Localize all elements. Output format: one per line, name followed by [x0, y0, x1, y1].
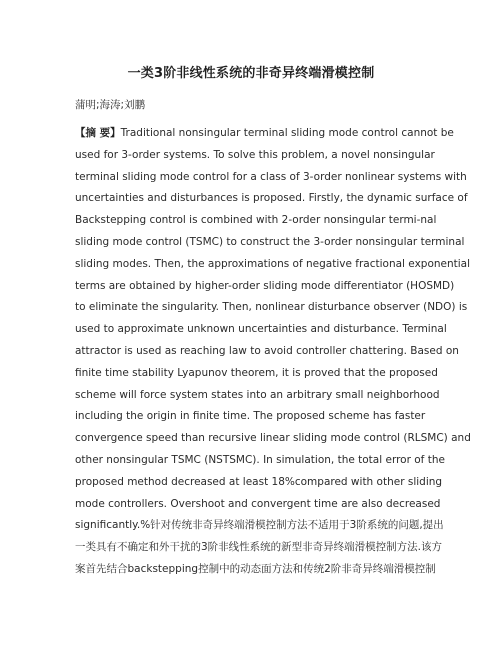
abstract-line: used for 3-order systems. To solve this problem, a novel nonsingular: [75, 148, 435, 161]
abstract-line: 案首先结合backstepping控制中的动态面方法和传统2阶非奇异终端滑模控制: [75, 562, 436, 575]
abstract-line: terms are obtained by higher-order sliding mode differentiator (HOSMD): [75, 279, 455, 292]
abstract-line: uncertainties and disturbances is proposed. Firstly, the dynamic surface of: [75, 192, 468, 205]
abstract-line: [75, 123, 454, 145]
abstract-line: other nonsingular TSMC (NSTSMC). In simulation, the total error of the: [75, 453, 445, 466]
abstract-line: mode controllers. Overshoot and convergent time are also decreased: [75, 497, 441, 510]
abstract-block: [75, 123, 471, 581]
abstract-line: attractor is used as reaching law to avoid controller chattering. Based on: [75, 344, 459, 357]
abstract-text: Traditional nonsingular terminal sliding mode control cannot be: [120, 127, 454, 139]
abstract-line: to eliminate the singularity. Then, nonlinear disturbance observer (NDO) is: [75, 301, 468, 314]
paper-title: 一类3阶非线性系统的非奇异终端滑模控制: [127, 66, 375, 81]
paper-authors: 蒲明;海涛;刘鹏: [75, 99, 146, 111]
abstract-line: proposed method decreased at least 18%compared with other sliding: [75, 475, 443, 488]
abstract-line: 一类具有不确定和外干扰的3阶非线性系统的新型非奇异终端滑模控制方法.该方: [75, 541, 443, 554]
abstract-line: sliding modes. Then, the approximations of negative fractional exponential: [75, 257, 471, 270]
abstract-line: including the origin in finite time. The proposed scheme has faster: [75, 410, 426, 423]
abstract-line: Backstepping control is combined with 2-order nonsingular termi-nal: [75, 214, 437, 227]
abstract-line: used to approximate unknown uncertainties and disturbance. Terminal: [75, 323, 447, 336]
abstract-label: 【摘 要】: [75, 127, 121, 139]
abstract-line: terminal sliding mode control for a class of 3-order nonlinear systems with: [75, 170, 467, 183]
abstract-line: scheme will force system states into an arbitrary small neighborhood: [75, 388, 440, 401]
abstract-line: significantly.%针对传统非奇异终端滑模控制方法不适用于3阶系统的问题,提出: [75, 519, 444, 532]
abstract-line: finite time stability Lyapunov theorem, it is proved that the proposed: [75, 366, 438, 379]
abstract-line: convergence speed than recursive linear sliding mode control (RLSMC) and: [75, 432, 471, 445]
abstract-line: sliding mode control (TSMC) to construct the 3-order nonsingular terminal: [75, 235, 465, 248]
